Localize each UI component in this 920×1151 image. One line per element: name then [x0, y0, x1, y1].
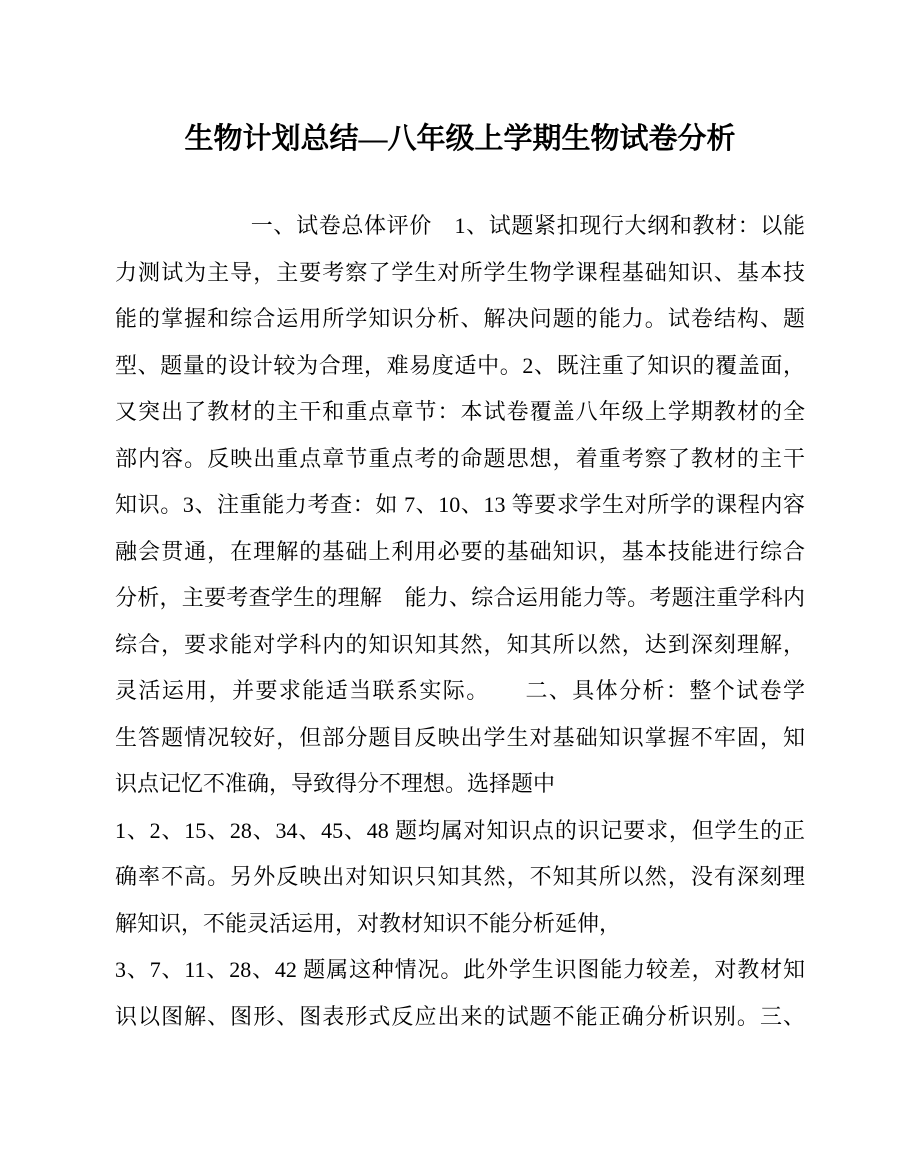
text-line: 3、7、11、28、42 题属这种情况。此外学生识图能力较差，对教材知	[115, 957, 805, 982]
text-line: 识点记忆不准确，导致得分不理想。选择题中	[115, 771, 556, 796]
text-line: 确率不高。另外反映出对知识只知其然，不知其所以然，没有深刻理	[115, 864, 805, 889]
text-line: 综合，要求能对学科内的知识知其然，知其所以然，达到深刻理解，	[115, 631, 805, 657]
text-line: 力测试为主导，主要考察了学生对所学生物学课程基础知识、基本技	[115, 259, 805, 285]
document-title: 生物计划总结—八年级上学期生物试卷分析	[184, 123, 736, 155]
text-line: 型、题量的设计较为合理，难易度适中。2、既注重了知识的覆盖面，	[115, 352, 805, 378]
text-line: 知识。3、注重能力考查：如 7、10、13 等要求学生对所学的课程内容	[115, 492, 805, 517]
text-line: 分析，主要考查学生的理解 能力、综合运用能力等。考题注重学科内	[115, 585, 805, 610]
document-body	[115, 203, 805, 1040]
text-line: 融会贯通，在理解的基础上利用必要的基础知识，基本技能进行综合	[115, 538, 805, 564]
text-line: 生答题情况较好，但部分题目反映出学生对基础知识掌握不牢固，知	[115, 724, 805, 750]
text-line: 识以图解、图形、图表形式反应出来的试题不能正确分析识别。三、	[115, 1003, 805, 1029]
text-line: 灵活运用，并要求能适当联系实际。 二、具体分析：整个试卷学	[115, 678, 805, 703]
text-line: 一、试卷总体评价 1、试题紧扣现行大纲和教材：以能	[115, 213, 805, 238]
text-line: 解知识，不能灵活运用，对教材知识不能分析延伸，	[115, 910, 622, 936]
text-line: 1、2、15、28、34、45、48 题均属对知识点的识记要求，但学生的正	[115, 817, 805, 843]
text-line: 部内容。反映出重点章节重点考的命题思想，着重考察了教材的主干	[115, 445, 805, 471]
text-line: 能的掌握和综合运用所学知识分析、解决问题的能力。试卷结构、题	[115, 306, 805, 331]
text-line: 又突出了教材的主干和重点章节：本试卷覆盖八年级上学期教材的全	[115, 399, 805, 424]
